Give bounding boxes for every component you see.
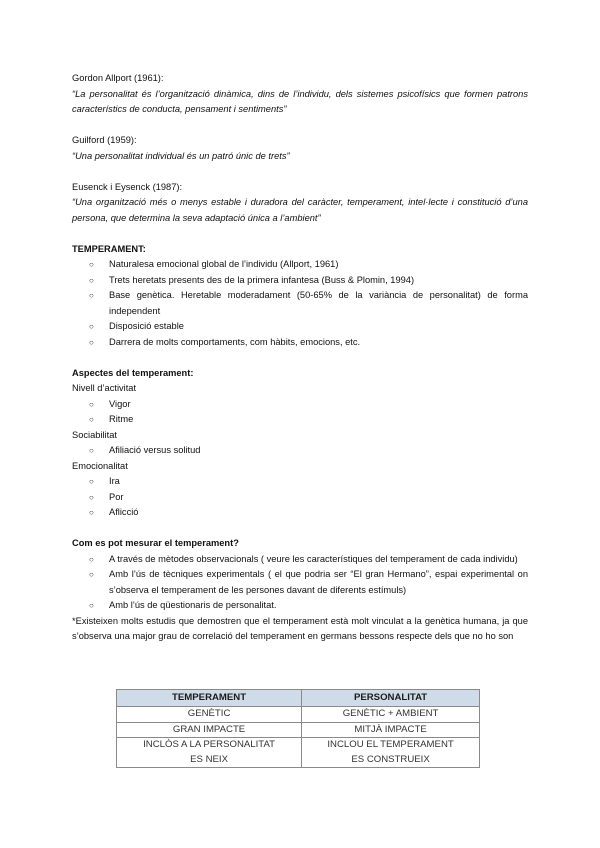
- table-cell: GRAN IMPACTE: [117, 722, 302, 738]
- table-header-row: [117, 690, 480, 707]
- list-item: ○ Amb l’ús de tècniques experimentals ( el que podria ser “El gran Hermano”, espai experimental on s’observa el temperament de les persones davant de diferents estímuls): [89, 569, 528, 595]
- definition-quote-guilford: “Una personalitat individual és un patró únic de trets”: [72, 150, 290, 161]
- temperament-list: [72, 257, 528, 350]
- circle-bullet-icon: ○: [89, 337, 94, 347]
- circle-bullet-icon: ○: [89, 601, 94, 610]
- table-cell: [302, 738, 480, 768]
- circle-bullet-icon: ○: [89, 570, 94, 579]
- circle-bullet-icon: ○: [89, 554, 94, 564]
- list-item: ○ Vigor: [72, 397, 528, 413]
- cell-line: INCLÒS A LA PERSONALITAT: [143, 739, 275, 750]
- column-header-temperament: TEMPERAMENT: [117, 690, 302, 707]
- circle-bullet-icon: ○: [89, 415, 94, 424]
- circle-bullet-icon: ○: [89, 260, 94, 269]
- list-item: ○ Base genètica. Heretable moderadament (50-65% de la variància de personalitat) de forma independent: [89, 290, 528, 316]
- aspects-heading: Aspectes del temperament:: [72, 367, 194, 378]
- list-item: ○ Amb l’ús de qüestionaris de personalitat.: [72, 598, 528, 614]
- list-item: ○ Ira: [72, 474, 528, 490]
- definition-quote-eysenck: “Una organització més o menys estable i duradora del caràcter, temperament, intel·lecte i constitució d’una persona, que determina la seva adaptació única a l’ambient”: [72, 197, 528, 223]
- definition-quote-allport: “La personalitat és l’organització dinàmica, dins de l’individu, dels sistemes psicofísics que formen patrons característics de conducta, pensament i sentiments”: [72, 88, 528, 114]
- list-item: ○ Disposició estable: [72, 319, 528, 335]
- circle-bullet-icon: ○: [89, 477, 94, 486]
- measure-heading: Com es pot mesurar el temperament?: [72, 538, 239, 548]
- cell-line: INCLOU EL TEMPERAMENT: [327, 739, 454, 750]
- circle-bullet-icon: ○: [89, 291, 94, 300]
- list-item: ○ Trets heretats presents des de la primera infantesa (Buss & Plomin, 1994): [72, 273, 528, 289]
- table-cell: GENÈTIC + AMBIENT: [302, 707, 480, 723]
- definition-author-guilford: Guilford (1959):: [72, 135, 137, 145]
- table-cell: GENÈTIC: [117, 707, 302, 723]
- comparison-table: [116, 689, 480, 768]
- list-item: ○ Aflicció: [72, 505, 528, 521]
- definition-author-eysenck: Eusenck i Eysenck (1987):: [72, 181, 183, 192]
- circle-bullet-icon: ○: [89, 492, 94, 502]
- cell-line: ES NEIX: [190, 753, 228, 765]
- aspect-group-label: Sociabilitat: [72, 429, 117, 440]
- list-item: ○ Afiliació versus solitud: [72, 443, 528, 459]
- list-item: ○ Naturalesa emocional global de l’individu (Allport, 1961): [72, 257, 528, 273]
- table-cell: [117, 738, 302, 768]
- table-row: [117, 722, 480, 738]
- cell-line: ES CONSTRUEIX: [351, 753, 430, 765]
- circle-bullet-icon: ○: [89, 322, 94, 331]
- table-cell: MITJÀ IMPACTE: [302, 722, 480, 738]
- table-row: [117, 738, 480, 768]
- list-item: ○ Darrera de molts comportaments, com hàbits, emocions, etc.: [72, 335, 528, 351]
- aspect-group-list: [72, 397, 528, 428]
- list-item: ○ Por: [72, 490, 528, 506]
- temperament-heading: TEMPERAMENT:: [72, 243, 146, 254]
- list-item: ○ Ritme: [72, 412, 528, 428]
- aspect-group-label: Nivell d’activitat: [72, 383, 137, 393]
- aspect-group-list: [72, 443, 528, 459]
- measure-list: [72, 552, 528, 614]
- circle-bullet-icon: ○: [89, 508, 94, 517]
- table-row: [117, 707, 480, 723]
- aspect-group-list: [72, 474, 528, 521]
- circle-bullet-icon: ○: [89, 275, 94, 285]
- aspect-group-label: Emocionalitat: [72, 460, 128, 471]
- genetics-note: *Existeixen molts estudis que demostren que el temperament està molt vinculat a la genètica humana, ja que s’observa una major grau de correlació del temperament en germans bessons respecte dels que no ho son: [72, 615, 528, 641]
- definition-author-allport: Gordon Allport (1961):: [72, 73, 164, 83]
- document-body: [72, 71, 528, 645]
- list-item: ○ A través de mètodes observacionals ( veure les característiques del temperament de cada individu): [72, 552, 528, 568]
- column-header-personalitat: PERSONALITAT: [302, 690, 480, 707]
- circle-bullet-icon: ○: [89, 399, 94, 409]
- circle-bullet-icon: ○: [89, 446, 94, 455]
